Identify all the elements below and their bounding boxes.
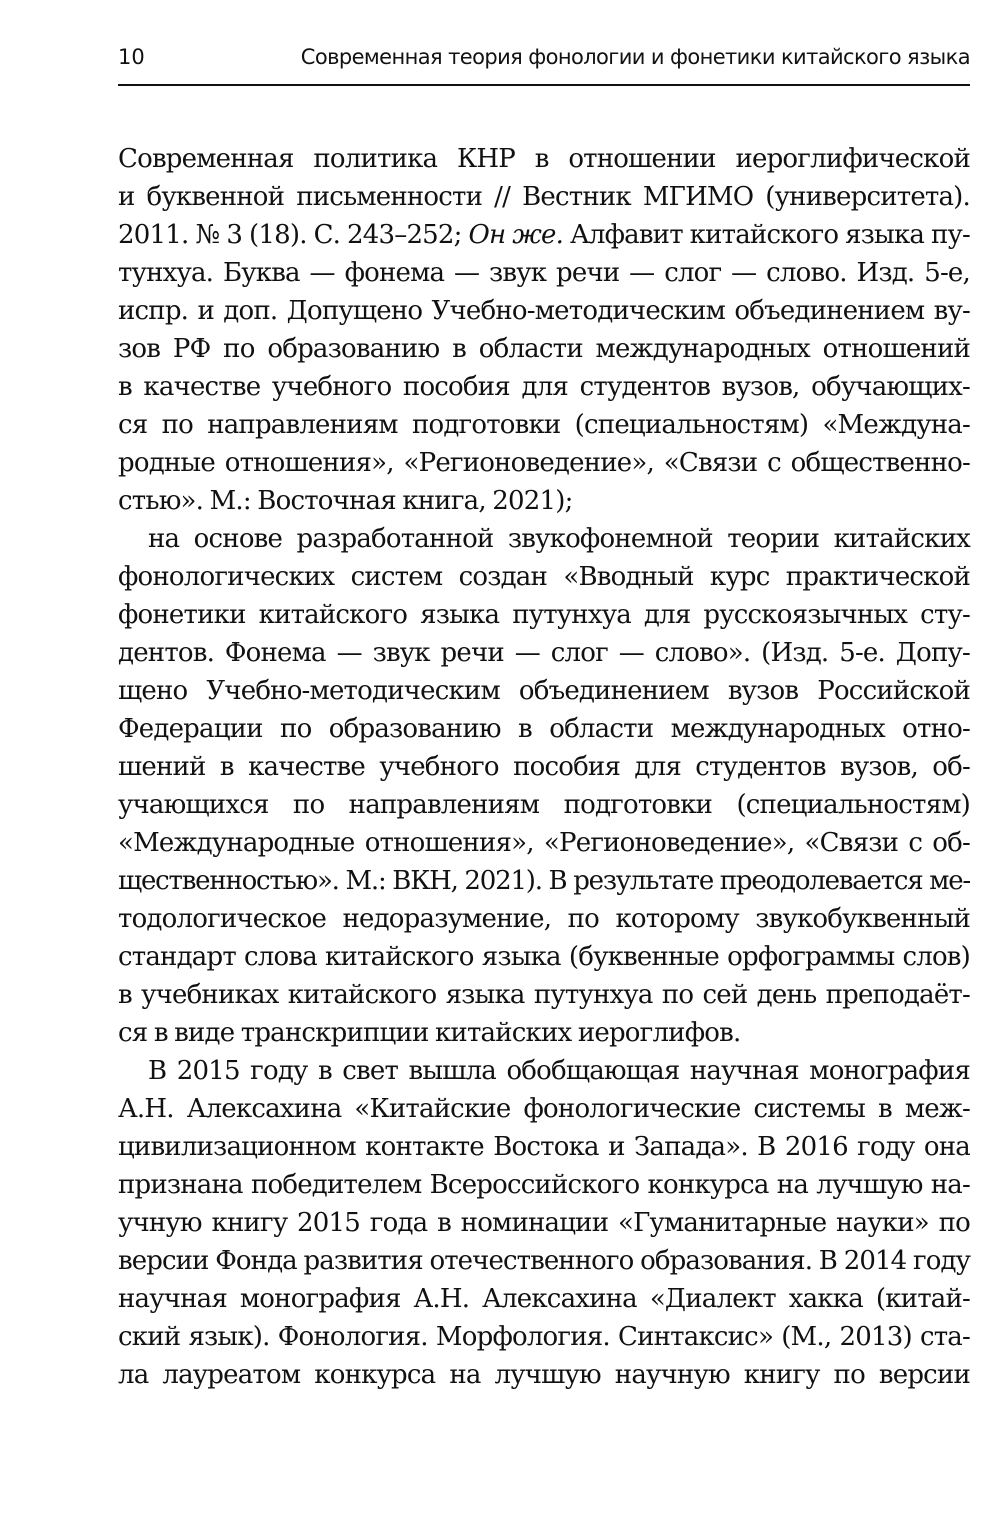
text-line: признана победителем Всероссийского конкурса на лучшую на- xyxy=(118,1170,970,1200)
text-line: зов РФ по образованию в области международных отношений xyxy=(118,334,970,364)
text-line: ся в виде транскрипции китайских иероглифов. xyxy=(118,1018,741,1048)
text-line: фонетики китайского языка путунхуа для русскоязычных сту- xyxy=(118,600,970,630)
text-line: учающихся по направлениям подготовки (специальностям) xyxy=(118,790,970,820)
text-line: 2011. № 3 (18). С. 243–252; Он же. Алфавит китайского языка пу- xyxy=(118,220,971,250)
text-line: щено Учебно-методическим объединением вузов Российской xyxy=(118,676,970,706)
text-line: тодологическое недоразумение, по которому звукобуквенный xyxy=(118,904,970,934)
text-line: цивилизационном контакте Востока и Запада». В 2016 году она xyxy=(118,1132,970,1162)
text-line: на основе разработанной звукофонемной теории китайских xyxy=(148,524,970,554)
text-line: тунхуа. Буква — фонема — звук речи — слог — слово. Изд. 5-е, xyxy=(118,258,970,288)
text-line: ский язык). Фонология. Морфология. Синтаксис» (М., 2013) ста- xyxy=(118,1322,970,1352)
text-line: и буквенной письменности // Вестник МГИМО (университета). xyxy=(118,182,970,212)
text-line: дентов. Фонема — звук речи — слог — слово». (Изд. 5-е. Допу- xyxy=(118,638,970,668)
text-line: Современная политика КНР в отношении иероглифической xyxy=(118,144,970,174)
text-line: научная монография А.Н. Алексахина «Диалект хакка (китай- xyxy=(118,1284,970,1314)
page-number: 10 xyxy=(118,45,145,69)
text-line: фонологических систем создан «Вводный курс практической xyxy=(118,562,970,592)
running-head xyxy=(118,42,970,80)
text-line: ся по направлениям подготовки (специальностям) «Междуна- xyxy=(118,410,970,440)
text-line: в учебниках китайского языка путунхуа по сей день преподаёт- xyxy=(118,980,970,1010)
text-line: испр. и доп. Допущено Учебно-методическим объединением ву- xyxy=(118,296,970,326)
text-line: «Международные отношения», «Регионоведение», «Связи с об- xyxy=(118,828,970,858)
body-text xyxy=(118,140,970,1394)
running-title: Современная теория фонологии и фонетики китайского языка xyxy=(300,45,970,69)
text-line: учную книгу 2015 года в номинации «Гуманитарные науки» по xyxy=(118,1208,970,1238)
text-line: родные отношения», «Регионоведение», «Связи с общественно- xyxy=(118,448,970,478)
text-line: Федерации по образованию в области международных отно- xyxy=(118,714,970,744)
text-line: А.Н. Алексахина «Китайские фонологические системы в меж- xyxy=(118,1094,970,1124)
text-line: В 2015 году в свет вышла обобщающая научная монография xyxy=(148,1056,970,1086)
text-line: стью». М.: Восточная книга, 2021); xyxy=(118,486,573,516)
italic-author-ref: Он же. xyxy=(468,220,564,250)
text-line: стандарт слова китайского языка (буквенные орфограммы слов) xyxy=(118,942,970,972)
text-line: версии Фонда развития отечественного образования. В 2014 году xyxy=(118,1246,970,1276)
text-line: ла лауреатом конкурса на лучшую научную книгу по версии xyxy=(118,1360,970,1390)
text-line: шений в качестве учебного пособия для студентов вузов, об- xyxy=(118,752,970,782)
header-rule xyxy=(118,84,970,86)
text-line: щественностью». М.: ВКН, 2021). В результате преодолевается ме- xyxy=(118,866,970,896)
text-line: в качестве учебного пособия для студентов вузов, обучающих- xyxy=(118,372,970,402)
